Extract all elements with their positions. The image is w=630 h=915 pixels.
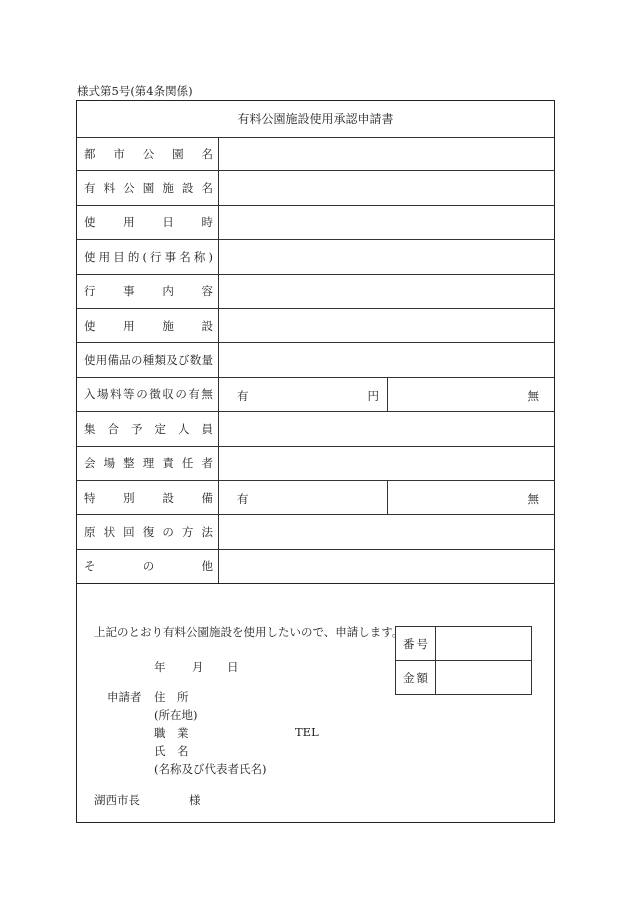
label-char: の	[136, 387, 148, 402]
label-char: 等	[123, 387, 135, 402]
label-facility-used	[77, 309, 219, 342]
label-char: 者	[201, 456, 213, 471]
label-char: の	[131, 353, 143, 368]
row-equipment	[77, 343, 554, 377]
address-label: 住 所	[154, 690, 189, 704]
field-usage-purpose[interactable]	[219, 240, 554, 273]
label-char: 公	[142, 146, 155, 161]
label-char: そ	[84, 559, 96, 574]
label-char: 日	[162, 215, 174, 230]
label-char: 容	[201, 284, 213, 299]
field-venue-manager[interactable]	[219, 447, 554, 480]
label-char: 行	[150, 249, 162, 264]
label-char: 備	[201, 490, 213, 505]
label-char: 類	[154, 353, 166, 368]
label-char: 入	[84, 387, 96, 402]
label-char: 集	[84, 421, 96, 436]
form-title: 有料公園施設使用承認申請書	[77, 101, 554, 138]
field-other[interactable]	[219, 550, 554, 583]
label-char: 使	[84, 249, 96, 264]
office-number-label	[396, 627, 436, 660]
label-char: 原	[84, 524, 96, 539]
special-equipment-yes: 有	[237, 491, 249, 506]
tel-label: TEL	[295, 725, 319, 739]
label-char: 有	[84, 181, 96, 196]
label-char: 設	[181, 181, 194, 196]
label-event-content	[77, 275, 219, 308]
label-char: 特	[84, 490, 96, 505]
label-char: の	[162, 524, 174, 539]
label-equipment	[77, 343, 219, 376]
row-usage-purpose	[77, 240, 554, 274]
label-char: 人	[178, 421, 190, 436]
label-char: 公	[123, 181, 135, 196]
label-char: 用	[123, 318, 135, 333]
label-char: 名	[201, 181, 213, 196]
label-char: び	[178, 353, 190, 368]
label-char: 予	[131, 421, 143, 436]
label-char: 用	[123, 215, 135, 230]
addressee: 湖西市長	[94, 793, 140, 807]
office-number-row	[396, 627, 531, 661]
label-char: 種	[142, 353, 155, 368]
office-amount-field[interactable]	[436, 661, 531, 695]
label-usage-purpose	[77, 240, 219, 273]
label-char: 法	[201, 524, 213, 539]
label-char: 任	[181, 456, 194, 471]
label-admission-fee	[77, 378, 219, 411]
field-facility-used[interactable]	[219, 309, 554, 342]
label-char: の	[142, 559, 155, 574]
label-char: 状	[103, 524, 116, 539]
field-special-equipment	[219, 481, 554, 514]
office-use-box	[395, 626, 532, 695]
row-restoration-method	[77, 515, 554, 549]
admission-fee-no-cell[interactable]	[388, 378, 554, 411]
label-char: 合	[107, 421, 119, 436]
label-char: 内	[162, 284, 174, 299]
label-char: 事	[164, 249, 177, 264]
label-char: 使	[84, 318, 96, 333]
label-char: 的	[127, 249, 140, 264]
label-char: 番	[403, 636, 415, 651]
label-char: 無	[201, 387, 213, 402]
label-char: 員	[201, 421, 213, 436]
label-char: 回	[123, 524, 135, 539]
row-facility-name	[77, 171, 554, 205]
label-char: 事	[123, 284, 135, 299]
label-char: 園	[142, 181, 155, 196]
admission-fee-yen: 円	[367, 388, 379, 403]
label-char: 収	[162, 387, 174, 402]
label-char: 使	[84, 215, 96, 230]
label-char: 園	[172, 146, 184, 161]
field-admission-fee	[219, 378, 554, 411]
office-amount-label	[396, 661, 436, 695]
label-char: の	[175, 387, 187, 402]
label-char: 施	[162, 181, 174, 196]
label-char: 用	[95, 353, 108, 368]
label-char: 都	[84, 146, 96, 161]
label-char: 使	[84, 353, 96, 368]
label-restoration-method	[77, 515, 219, 548]
label-char: 時	[201, 215, 213, 230]
name-note: (名称及び代表者氏名)	[154, 762, 267, 776]
row-usage-datetime	[77, 206, 554, 240]
label-char: 及	[166, 353, 178, 368]
label-char: 称	[193, 249, 206, 264]
date-month: 月	[192, 660, 204, 674]
label-char: 会	[84, 456, 96, 471]
field-facility-name[interactable]	[219, 171, 554, 204]
label-char: )	[208, 249, 213, 264]
label-char: 名	[201, 146, 213, 161]
row-expected-attendance	[77, 412, 554, 446]
admission-fee-yes: 有	[237, 388, 249, 403]
date-day: 日	[227, 660, 239, 674]
label-char: 有	[188, 387, 200, 402]
label-char: 目	[113, 249, 125, 264]
label-char: 設	[201, 318, 213, 333]
field-equipment[interactable]	[219, 343, 554, 376]
label-usage-datetime	[77, 206, 219, 239]
row-venue-manager	[77, 447, 554, 481]
label-special-equipment	[77, 481, 219, 514]
label-char: 整	[123, 456, 135, 471]
label-expected-attendance	[77, 412, 219, 445]
occupation-label: 職 業	[154, 726, 189, 740]
label-char: 料	[110, 387, 122, 402]
label-char: 他	[201, 559, 213, 574]
label-char: 金	[403, 671, 415, 685]
label-char: 市	[113, 146, 125, 161]
label-char: 料	[103, 181, 116, 196]
name-label: 氏 名	[154, 744, 189, 758]
label-char: 理	[142, 456, 155, 471]
honorific: 様	[189, 793, 201, 807]
applicant-label: 申請者	[107, 690, 142, 704]
label-char: 復	[142, 524, 155, 539]
label-char: 名	[179, 249, 191, 264]
row-special-equipment	[77, 481, 554, 515]
row-admission-fee	[77, 378, 554, 412]
row-park-name	[77, 137, 554, 171]
label-other	[77, 550, 219, 583]
date-year: 年	[154, 660, 166, 674]
label-char: 場	[103, 456, 116, 471]
row-facility-used	[77, 309, 554, 343]
label-char: 量	[201, 353, 213, 368]
field-expected-attendance[interactable]	[219, 412, 554, 445]
application-statement: 上記のとおり有料公園施設を使用したいので、申請します。	[94, 625, 404, 639]
field-park-name[interactable]	[219, 137, 554, 170]
label-char: 責	[162, 456, 174, 471]
label-char: 備	[107, 353, 119, 368]
form-rows	[77, 137, 554, 584]
label-char: 徴	[149, 387, 161, 402]
special-equipment-yes-cell[interactable]	[219, 481, 388, 514]
label-char: 別	[123, 490, 135, 505]
label-char: (	[142, 249, 147, 264]
admission-fee-yes-cell[interactable]	[219, 378, 388, 411]
admission-fee-no: 無	[527, 388, 539, 403]
label-park-name	[77, 137, 219, 170]
label-venue-manager	[77, 447, 219, 480]
label-char: 品	[119, 353, 131, 368]
application-form	[76, 100, 555, 823]
label-facility-name	[77, 171, 219, 204]
row-other	[77, 550, 554, 584]
label-char: 号	[416, 636, 428, 651]
form-number: 様式第5号(第4条関係)	[77, 84, 193, 98]
field-event-content[interactable]	[219, 275, 554, 308]
special-equipment-no-cell[interactable]	[388, 481, 554, 514]
field-restoration-method[interactable]	[219, 515, 554, 548]
label-char: 設	[162, 490, 174, 505]
label-char: 方	[181, 524, 194, 539]
field-usage-datetime[interactable]	[219, 206, 554, 239]
row-event-content	[77, 275, 554, 309]
label-char: 数	[189, 353, 202, 368]
office-number-field[interactable]	[436, 627, 531, 660]
label-char: 施	[162, 318, 174, 333]
special-equipment-no: 無	[527, 491, 539, 506]
label-char: 額	[416, 671, 428, 685]
office-amount-row	[396, 661, 531, 695]
label-char: 定	[154, 421, 166, 436]
label-char: 用	[98, 249, 111, 264]
label-char: 行	[84, 284, 96, 299]
address-note: (所在地)	[154, 708, 198, 722]
label-char: 場	[97, 387, 109, 402]
